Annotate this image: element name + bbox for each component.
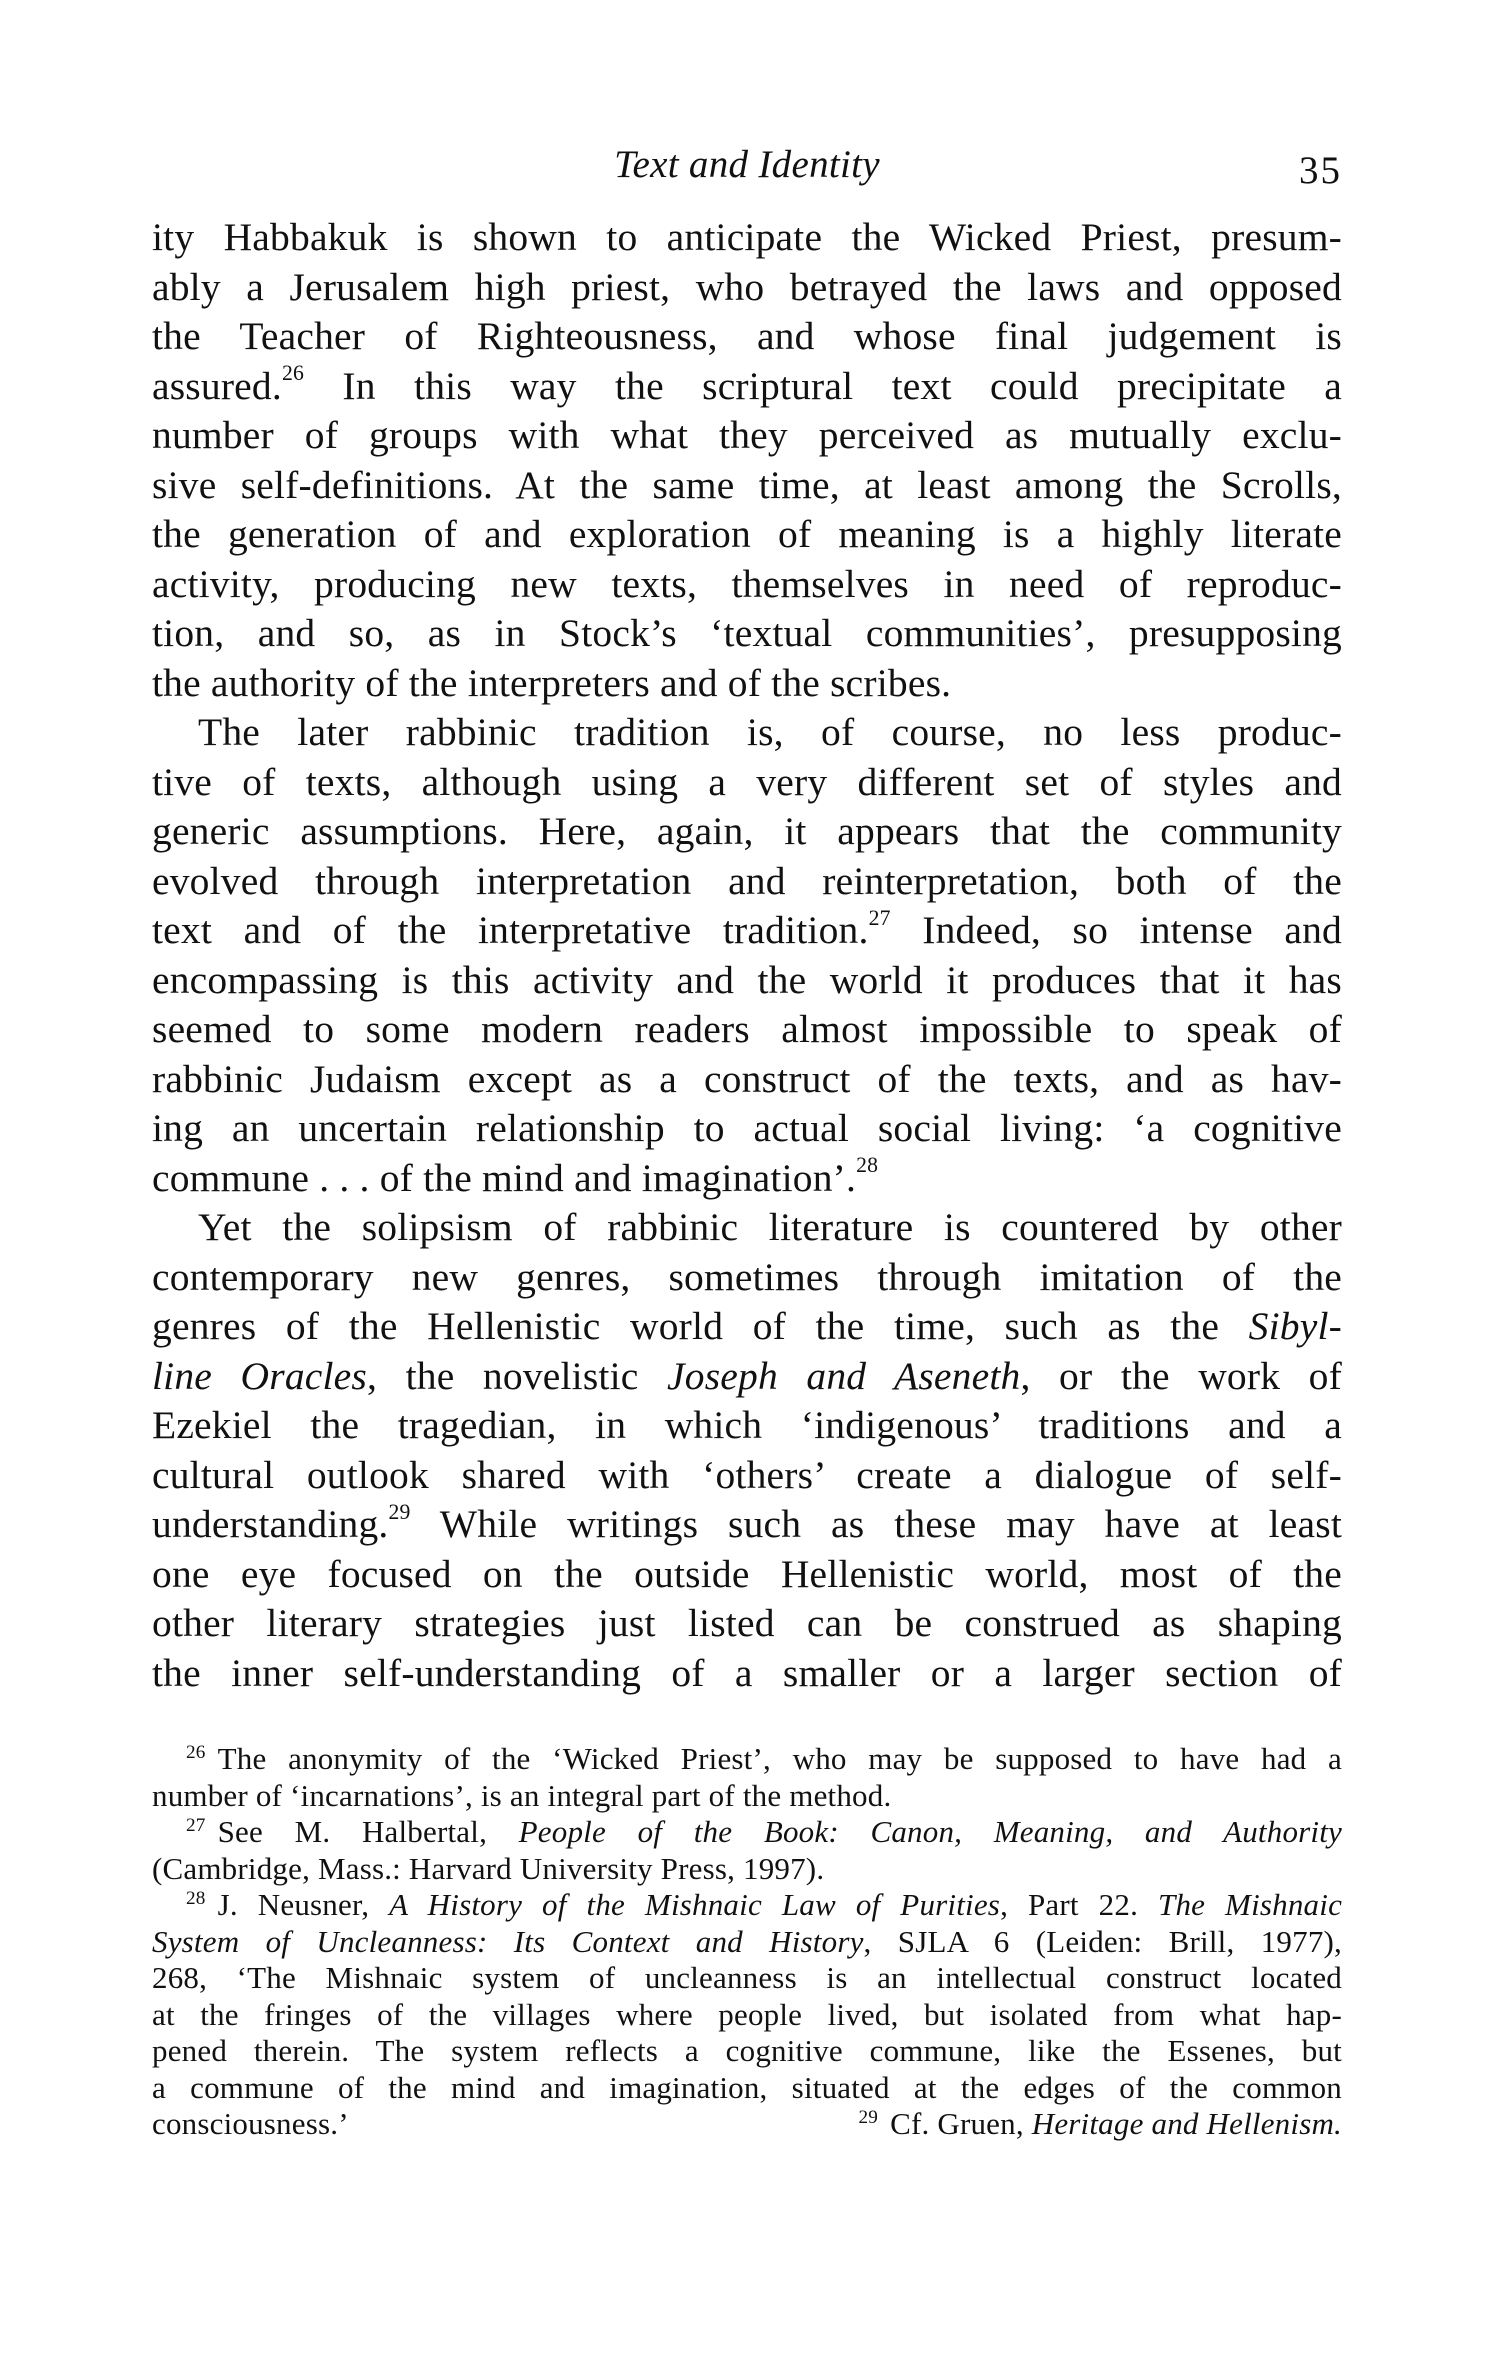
book-title: System of Uncleanness: Its Context and History (152, 1923, 864, 1959)
text-line: encompassing is this activity and the world it produces that it has (152, 957, 1342, 1002)
footnote-number: 29 (858, 2107, 879, 2129)
text-line: sive self-definitions. At the same time, at least among the Scrolls, (152, 462, 1342, 507)
paragraph (152, 708, 1342, 1203)
footnote-28-line: 268, ‘The Mishnaic system of uncleanness is an intellectual construct located (152, 1960, 1342, 1995)
footnote-number: 26 (186, 1742, 206, 1764)
book-title: Heritage and Hellenism. (1031, 2106, 1342, 2141)
text-line: understanding.$^{29}$ While writings such as these may have at least (152, 1499, 1342, 1546)
text-line: the inner self-understanding of a smaller or a larger section of (152, 1650, 1342, 1695)
text-line: one eye focused on the outside Hellenistic world, most of the (152, 1551, 1342, 1596)
text-line: The later rabbinic tradition is, of course, no less produc- (198, 710, 1342, 754)
text-line: genres of the Hellenistic world of the time, such as the Sibyl- (152, 1304, 1342, 1348)
page-number: 35 (1299, 149, 1342, 192)
book-title: A History of the Mishnaic Law of Purities (389, 1887, 1001, 1922)
text-line: tion, and so, as in Stock’s ‘textual communities’, presupposing (152, 611, 1342, 655)
footnote-ref: 27 (868, 905, 891, 930)
text-line: evolved through interpretation and reinterpretation, both of the (152, 858, 1342, 903)
footnote-28-line: System of Uncleanness: Its Context and History, SJLA 6 (Leiden: Brill, 1977), (152, 1923, 1342, 1959)
text-line: other literary strategies just listed can be construed as shaping (152, 1601, 1342, 1645)
footnote-ref: 29 (388, 1499, 411, 1524)
footnote-28-line: a commune of the mind and imagination, situated at the edges of the common (152, 2069, 1342, 2105)
footnote-28-line: at the fringes of the villages where people lived, but isolated from what hap- (152, 1996, 1342, 2032)
footnote-29: $^{29}$ Cf. Gruen, Heritage and Hellenism. (858, 2106, 1342, 2141)
text-line: commune . . . of the mind and imagination’.$^{28}$ (152, 1153, 879, 1200)
footnotes (152, 1741, 1342, 2143)
text-line: contemporary new genres, sometimes through imitation of the (152, 1254, 1342, 1299)
footnote-ref: 26 (281, 361, 305, 386)
text-line: activity, producing new texts, themselves in need of reproduc- (152, 561, 1342, 606)
text-line: assured.$^{26}$ In this way the scriptural text could precipitate a (152, 361, 1342, 408)
text-line: generic assumptions. Here, again, it appears that the community (152, 809, 1342, 853)
text-line: ably a Jerusalem high priest, who betrayed the laws and opposed (152, 264, 1342, 309)
text-line: Yet the solipsism of rabbinic literature is countered by other (198, 1205, 1342, 1249)
italic-title: line Oracles (152, 1353, 367, 1398)
text-line: text and of the interpretative tradition.$^{27}$ Indeed, so intense and (152, 905, 1343, 952)
footnote-28-line: pened therein. The system reflects a cognitive commune, like the Essenes, but (152, 2033, 1342, 2068)
text-line: rabbinic Judaism except as a construct of the texts, and as hav- (152, 1056, 1342, 1101)
footnote-26-line: number of ‘incarnations’, is an integral part of the method. (152, 1777, 892, 1813)
paragraph (152, 213, 1342, 708)
footnote-number: 28 (186, 1888, 206, 1910)
footnote-ref: 28 (856, 1153, 879, 1178)
footnote-28-end: consciousness.’ (152, 2106, 349, 2141)
footnote-27-line: (Cambridge, Mass.: Harvard University Press, 1997). (152, 1850, 825, 1886)
footnote-26: $^{26}$ The anonymity of the ‘Wicked Priest’, who may be supposed to have had a (186, 1741, 1342, 1776)
footnote-28-29-line (152, 2106, 1342, 2143)
book-title: People of the Book: Canon, Meaning, and Authority (518, 1814, 1342, 1849)
book-title: The Mishnaic (1158, 1887, 1343, 1922)
running-title: Text and Identity (614, 143, 880, 186)
footnote-28: $^{28}$ J. Neusner, A History of the Mishnaic Law of Purities, Part 22. The Mishnaic (186, 1887, 1343, 1922)
text-line: number of groups with what they perceived as mutually exclu- (152, 413, 1342, 457)
text-line: line Oracles, the novelistic Joseph and Aseneth, or the work of (152, 1353, 1342, 1398)
text-line: ing an uncertain relationship to actual social living: ‘a cognitive (152, 1106, 1342, 1150)
italic-title: Sibyl- (1248, 1304, 1342, 1348)
text-line: ity Habbakuk is shown to anticipate the Wicked Priest, presum- (152, 215, 1342, 259)
text-line: Ezekiel the tragedian, in which ‘indigenous’ traditions and a (152, 1403, 1342, 1447)
running-header (152, 140, 1342, 190)
text-line: the Teacher of Righteousness, and whose final judgement is (152, 314, 1342, 358)
text-line: the generation of and exploration of meaning is a highly literate (152, 512, 1342, 556)
text-line: cultural outlook shared with ‘others’ create a dialogue of self- (152, 1452, 1342, 1497)
main-text (152, 213, 1342, 1698)
text-line: seemed to some modern readers almost impossible to speak of (152, 1007, 1342, 1051)
text-line: the authority of the interpreters and of the scribes. (152, 660, 952, 705)
paragraph (152, 1203, 1342, 1698)
footnote-number: 27 (186, 1815, 206, 1837)
italic-title: Joseph and Aseneth (667, 1353, 1021, 1398)
footnote-27: $^{27}$ See M. Halbertal, People of the Book: Canon, Meaning, and Authority (186, 1814, 1342, 1849)
text-line: tive of texts, although using a very different set of styles and (152, 759, 1342, 804)
